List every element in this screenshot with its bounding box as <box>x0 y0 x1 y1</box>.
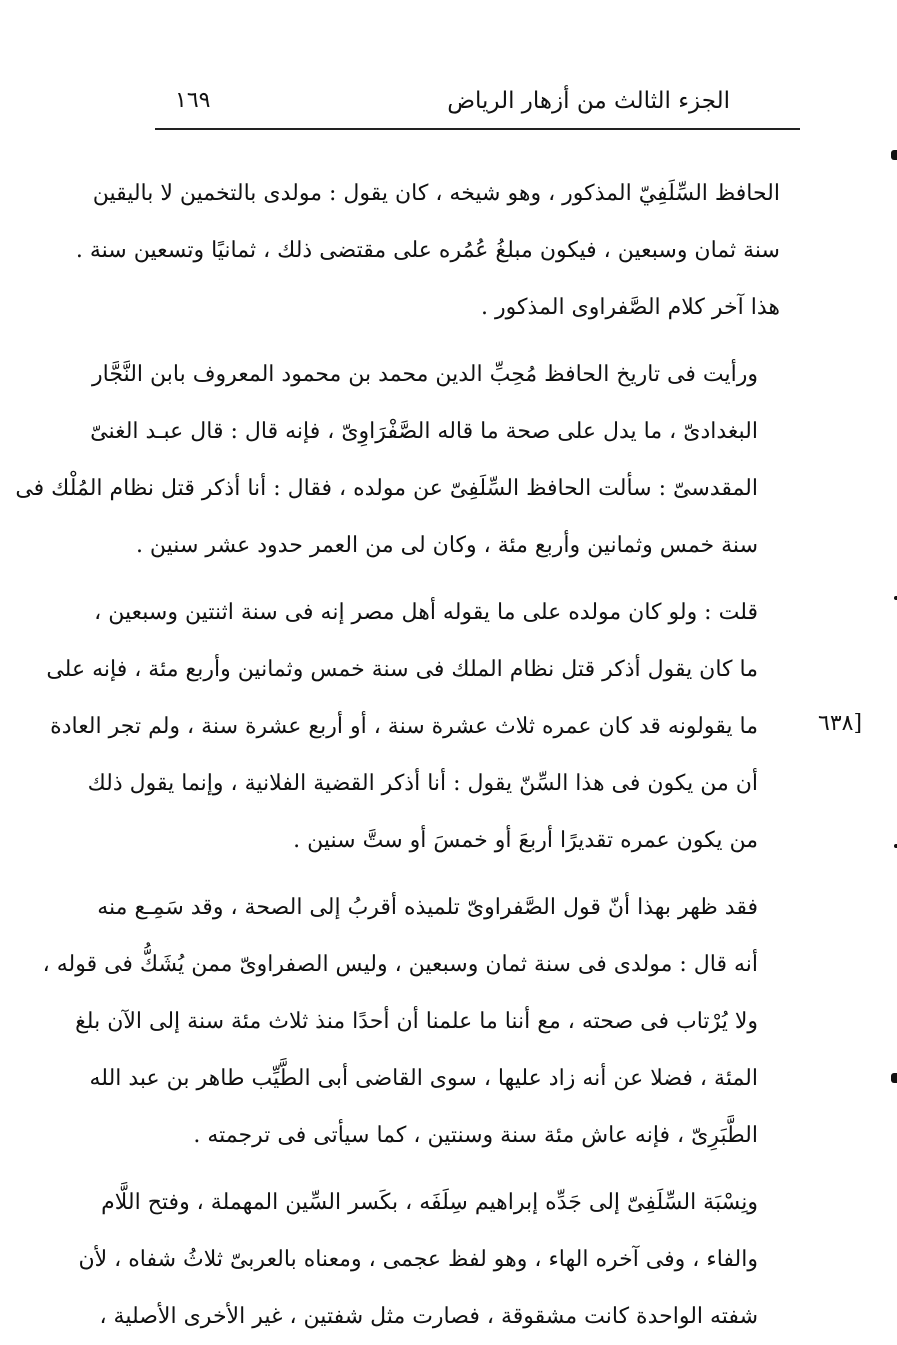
paragraph-4 <box>42 879 780 1164</box>
text-line: ولا يُرْتاب فى صحته ، مع أننا ما علمنا أن أحدًا منذ ثلاث مئة سنة إلى الآن بلغ <box>75 1009 758 1034</box>
text-line: شفته الواحدة كانت مشقوقة ، فصارت مثل شفتين ، غير الأخرى الأصلية ، <box>99 1304 758 1329</box>
text-line: الحافظ السِّلَفِيّ المذكور ، وهو شيخه ، كان يقول : مولدى بالتخمين لا باليقين <box>92 181 780 206</box>
paragraph-5 <box>78 1174 780 1345</box>
text-line: فقد ظهر بهذا أنّ قول الصَّفراوىّ تلميذه أقربُ إلى الصحة ، وقد سَمِـع منه <box>97 895 758 920</box>
paragraph-gap <box>140 869 780 879</box>
text-line: ورأيت فى تاريخ الحافظ مُحِبِّ الدين محمد بن محمود المعروف بابن النَّجَّار <box>92 362 758 387</box>
page-edge-mark <box>891 1073 897 1083</box>
paragraph-gap <box>140 574 780 584</box>
running-title: الجزء الثالث من أزهار الرياض <box>447 88 730 114</box>
text-line: والفاء ، وفى آخره الهاء ، وهو لفظ عجمى ، ومعناه بالعربىّ ثلاثُ شفاه ، لأن <box>78 1247 758 1272</box>
text-line: ما كان يقول أذكر قتل نظام الملك فى سنة خمس وثمانين وأربع مئة ، فإنه على <box>46 657 758 682</box>
text-line: الطَّبَرِىّ ، فإنه عاش مئة سنة وسنتين ، كما سيأتى فى ترجمته . <box>193 1123 758 1148</box>
body-text <box>15 165 780 1345</box>
page-number: ١٦٩ <box>175 88 211 113</box>
header-rule <box>155 128 800 130</box>
text-line: أن من يكون فى هذا السِّنّ يقول : أنا أذكر القضية الفلانية ، وإنما يقول ذلك <box>87 771 758 796</box>
text-line: هذا آخر كلام الصَّفراوى المذكور . <box>481 295 780 320</box>
text-line: سنة خمس وثمانين وأربع مئة ، وكان لى من العمر حدود عشر سنين . <box>135 533 758 558</box>
paragraph-1 <box>75 165 780 336</box>
text-line: قلت : ولو كان مولده على ما يقوله أهل مصر إنه فى سنة اثنتين وسبعين ، <box>94 600 758 625</box>
text-line: ما يقولونه قد كان عمره ثلاث عشرة سنة ، أو أربع عشرة سنة ، ولم تجر العادة <box>50 714 758 739</box>
page-edge-mark <box>891 150 897 160</box>
text-line: أنه قال : مولدى فى سنة ثمان وسبعين ، وليس الصفراوىّ ممن يُشَكُّ فى قوله ، <box>42 952 758 977</box>
paragraph-gap <box>140 336 780 346</box>
paragraph-3 <box>46 584 780 869</box>
text-line: البغدادىّ ، ما يدل على صحة ما قاله الصَّفْرَاوِىّ ، فإنه قال : قال عبـد الغنىّ <box>90 419 758 444</box>
text-line: المقدسىّ : سألت الحافظ السِّلَفِىّ عن مولده ، فقال : أنا أذكر قتل نظام المُلْك فى <box>15 476 758 501</box>
paragraph-gap <box>140 1164 780 1174</box>
text-line: المئة ، فضلا عن أنه زاد عليها ، سوى القاضى أبى الطَّيِّب طاهر بن عبد الله <box>89 1066 758 1091</box>
page-header <box>155 84 800 122</box>
text-line: ونِسْبَة السِّلَفِىّ إلى جَدِّه إبراهيم سِلَفَه ، بكَسر السِّين المهملة ، وفتح اللَّام <box>101 1190 758 1215</box>
text-line: من يكون عمره تقديرًا أربعَ أو خمسَ أو ستَّ سنين . <box>293 828 758 853</box>
paragraph-2 <box>15 346 780 574</box>
text-line: سنة ثمان وسبعين ، فيكون مبلغُ عُمُره على مقتضى ذلك ، ثمانيًا وتسعين سنة . <box>75 238 780 263</box>
margin-reference: [٦٣٨ <box>818 711 863 736</box>
